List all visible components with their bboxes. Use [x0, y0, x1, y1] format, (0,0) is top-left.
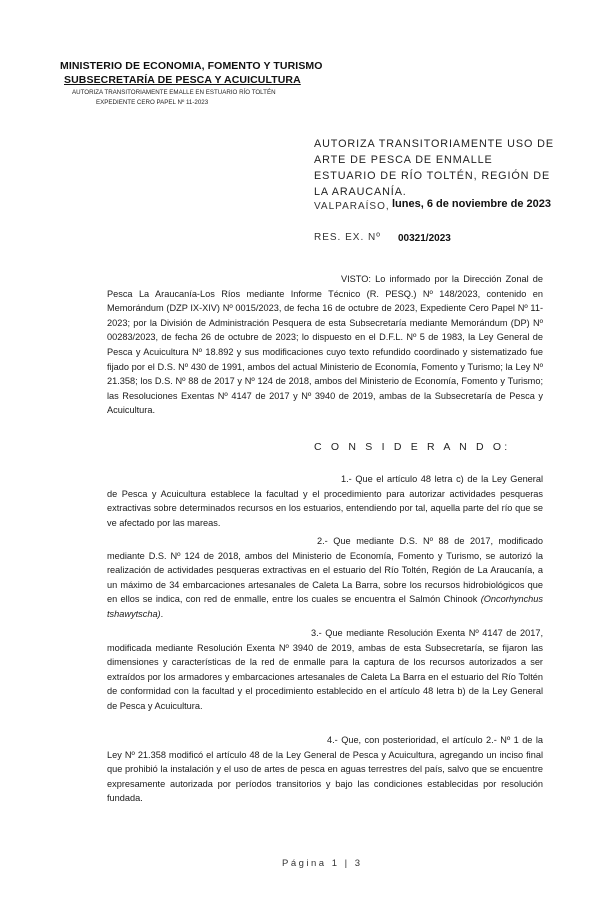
- document-title: AUTORIZA TRANSITORIAMENTE USO DE ARTE DE PESCA DE ENMALLE ESTUARIO DE RÍO TOLTÉN, REGIÓN DE LA ARAUCANÍA.: [314, 138, 554, 198]
- considerando-text-end: .: [160, 608, 164, 619]
- ministry-name: MINISTERIO DE ECONOMIA, FOMENTO Y TURISMO: [60, 60, 323, 72]
- considerando-text: Que mediante Resolución Exenta Nº 4147 de 2017, modificada mediante Resolución Exenta Nº 3940 de 2019, ambas de esta Subsecretaría, se fijaron las dimensiones y características de la red de enmalle para la captura de los recursos autorizados a ser extraídos por los armadores y embarcaciones artesanales de Caleta La Barra en el estuario del Río Toltén de conformidad con la facultad y el procedimiento establecido en el artículo 48 letra b) de la Ley General de Pesca y Acuicultura.: [107, 628, 543, 711]
- visto-text: Lo informado por la Dirección Zonal de Pesca La Araucanía-Los Ríos mediante Informe Técnico (R. PESQ.) Nº 148/2023, contenido en Memorándum (DZP IX-XIV) Nº 0015/2023, de fecha 16 de octubre de 2023, Expediente Cero Papel Nº 11-2023; por la División de Administración Pesquera de esta Subsecretaría mediante Memorándum (DP) Nº 00283/2023, de fecha 26 de octubre de 2023; lo dispuesto en el D.F.L. Nº 5 de 1983, la Ley General de Pesca y Acuicultura Nº 18.892 y sus modificaciones cuyo texto refundido coordinado y sistematizado fue fijado por el D.S. Nº 430 de 1991, ambos del actual Ministerio de Economía, Fomento y Turismo; la Ley Nº 21.358; los D.S. Nº 88 de 2017 y Nº 124 de 2018, ambos del Ministerio de Economía, Fomento y Turismo; las Resoluciones Exentas Nº 4147 de 2017 y Nº 3940 de 2019, ambas de la Subsecretaría de Pesca y Acuicultura.: [107, 274, 543, 416]
- header-subject-line: AUTORIZA TRANSITORIAMENTE EMALLE EN ESTUARIO RÍO TOLTÉN: [72, 89, 276, 96]
- visto-paragraph: [107, 272, 543, 418]
- visto-label: VISTO:: [341, 274, 371, 284]
- considerando-heading: C O N S I D E R A N D O:: [314, 441, 511, 453]
- resolution-label: RES. EX. Nº: [314, 232, 381, 243]
- considerando-number: 1.-: [341, 474, 352, 484]
- considerando-item-2: [107, 534, 543, 622]
- considerando-item-4: [107, 733, 543, 806]
- considerando-item-3: [107, 626, 543, 714]
- considerando-number: 2.-: [317, 536, 328, 546]
- page-number: Página 1 | 3: [282, 858, 363, 869]
- subsecretaria-name: SUBSECRETARÍA DE PESCA Y ACUICULTURA: [64, 74, 301, 86]
- resolution-number: 00321/2023: [398, 233, 451, 244]
- considerando-text: Que mediante D.S. Nº 88 de 2017, modificado mediante D.S. Nº 124 de 2018, ambos del Ministerio de Economía, Fomento y Turismo, se autorizó la realización de actividades pesqueras extractivas en el estuario del Río Toltén, Región de La Araucanía, a un máximo de 34 embarcaciones artesanales de Caleta La Barra, sobre los recursos hidrobiológicos que en ellos se indica, con red de enmalle, entre los cuales se encuentra el Salmón Chinook: [107, 536, 543, 605]
- considerando-number: 4.-: [327, 735, 338, 745]
- document-date: lunes, 6 de noviembre de 2023: [392, 198, 551, 210]
- place-label: VALPARAÍSO,: [314, 201, 390, 212]
- considerando-text: Que, con posterioridad, el artículo 2.- Nº 1 de la Ley Nº 21.358 modificó el artículo 48 de la Ley General de Pesca y Acuicultura, agregando un inciso final que prohibió la instalación y el uso de artes de pesca en aguas terrestres del país, salvo que se encuentre expresamente autorizada por períodos transitorios y bajo las condiciones establecidas por resolución fundada.: [107, 735, 544, 804]
- header-expediente-line: EXPEDIENTE CERO PAPEL Nº 11-2023: [96, 99, 209, 106]
- considerando-number: 3.-: [311, 628, 322, 638]
- considerando-item-1: [107, 472, 543, 530]
- species-scientific-name: (Oncorhynchus tshawytscha): [107, 594, 543, 619]
- considerando-text: Que el artículo 48 letra c) de la Ley General de Pesca y Acuicultura establece la facultad y el procedimiento para autorizar actividades pesqueras extractivas sobre determinados recursos en los estuarios, entendiendo por tal, aquella parte del río que se ve afectado por las mareas.: [107, 474, 543, 528]
